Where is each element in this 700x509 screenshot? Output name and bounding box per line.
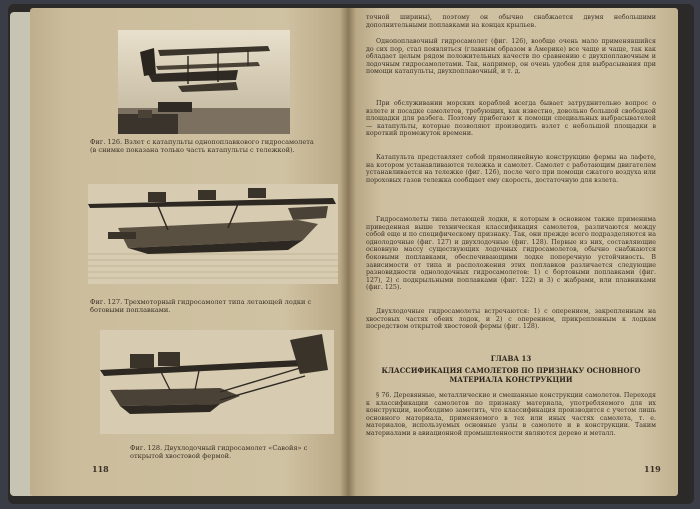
page-number-right: 119 xyxy=(644,464,661,474)
paragraph-single-float: Однопоплавочный гидросамолет (фиг. 126), вообще очень мало применявшийся до сих пор, стал появляться (главным образом в Америке) все чаще и чаще, так как обладает целым рядом положительных качеств по сравнению с двухпоплавочным и лодочным гидросамолетами. Так, например, он очень удобен для выбрасывания при помощи катапульты, двухпоплавочный, и т. д. xyxy=(366,38,656,76)
chapter-number: ГЛАВА 13 xyxy=(490,354,532,363)
figure-127-drawing xyxy=(88,184,338,284)
right-page xyxy=(348,8,678,496)
section-76-text: § 76. Деревянные, металлические и смешанные конструкции самолетов. Переходя к классификации самолетов по признаку материала, употребляемого для их конструкции, необходимо заметить, что классификация производится с учетом лишь основного материала, применяемого в тех или иных частях самолета, т. е. материалов, используемых основные узлы в самолете и в конструкции. Таким материалами в авиационной промышленности являются дерево и металл. xyxy=(366,392,656,437)
paragraph-catapult-detail: Катапульта представляет собой прямолинейную конструкцию фермы на лафете, на котором устанавливаются тележка и самолет. Самолет с работающим двигателем устанавливается на тележке (фиг. 126), после чего при помощи сжатого воздуха или пороховых газов тележка сообщает ему скорость, достаточную для взлета. xyxy=(366,154,656,184)
chapter-title: КЛАССИФИКАЦИЯ САМОЛЕТОВ ПО ПРИЗНАКУ ОСНОВНОГО МАТЕРИАЛА КОНСТРУКЦИИ xyxy=(381,366,641,384)
figure-128-drawing xyxy=(100,330,334,434)
figure-128-caption: Фиг. 128. Двухлодочный гидросамолет «Савойя» с открытой хвостовой фермой. xyxy=(130,444,308,461)
paragraph-double-hull: Двухлодочные гидросамолеты встречаются: 1) с оперением, закрепленным на хвостовых частях обеих лодок, и 2) с оперением, прикрепленным к лодкам посредством открытой хвостовой фермы (фиг. 128). xyxy=(366,308,656,331)
left-page xyxy=(30,8,348,496)
figure-126-caption: Фиг. 126. Взлет с катапульты однопоплавкового гидросамолета (в снимке показана только часть катапульты с тележкой). xyxy=(90,138,314,155)
paragraph-top: точной ширины), поэтому он обычно снабжается двумя небольшими дополнительными поплавками на концах крыльев. xyxy=(366,14,656,29)
book-gutter xyxy=(340,8,356,496)
figure-127-caption: Фиг. 127. Трехмоторный гидросамолет типа летающей лодки с ботовыми поплавками. xyxy=(90,298,312,315)
page-number-left: 118 xyxy=(92,464,109,474)
paragraph-catapult-intro: При обслуживании морских кораблей всегда бывает затруднительно вопрос о взлете и посадке самолетов, требующих, как известно, довольно большой свободной площадки для разбега. Поэтому прибегают к помощи специальных выбрасывателей — катапульты, которые позволяют производить взлет с небольшой площадки в короткий промежуток времени. xyxy=(366,100,656,138)
paragraph-flying-boats: Гидросамолеты типа летающей лодки, к которым в основном также применима приведенная выше техническая классификация самолетов, различаются между собой еще и по специфическому признаку. Так, они прежде всего подразделяются на однолодочные (фиг. 127) и двухлодочные (фиг. 128). Первые из них, составляющие основную массу существующих лодочных гидросамолетов, обычно снабжаются боковыми поплавками, обеспечивающими лодке поперечную устойчивость. В зависимости от типа и расположения этих поплавков различается следующие разновидности однолодочных гидросамолетов: 1) с бортовыми поплавками (фиг. 127), 2) с подкрыльными поплавками (фиг. 122) и 3) с жабрами, или плавниками (фиг. 125). xyxy=(366,216,656,292)
figure-126-photo xyxy=(118,30,290,134)
